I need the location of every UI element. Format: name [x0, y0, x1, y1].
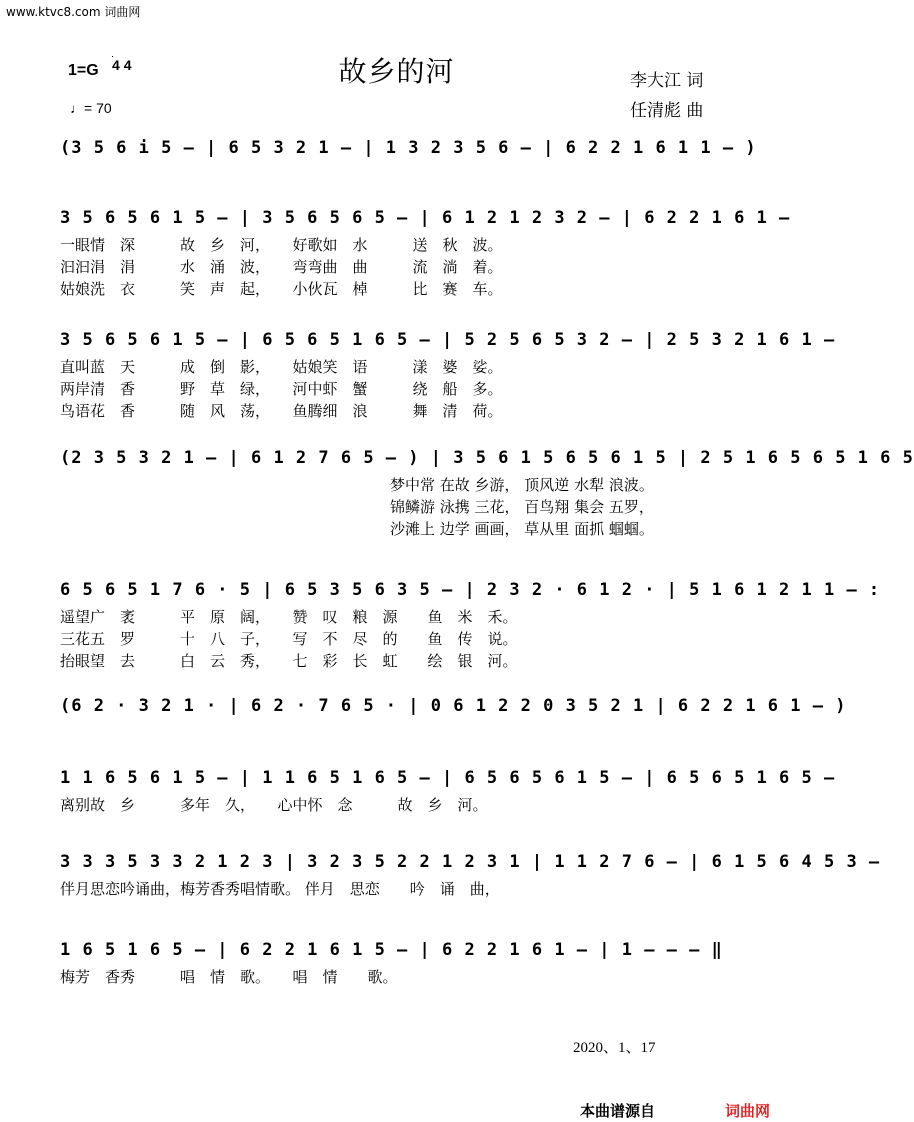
lyric-line: 锦鳞游 泳携 三花， 百鸟翔 集会 五罗，: [390, 498, 654, 516]
notation-line: 3 5 6 5 6 1 5 – | 3 5 6 5 6 5 – | 6 1 2 1 2 3 2 – | 6 2 2 1 6 1 –: [60, 208, 791, 228]
date-stamp: 2020、1、17: [573, 1040, 656, 1056]
tempo-marking: ♩= 70: [70, 100, 112, 116]
lyric-line: 梅芳 香秀 唱 情 歌。 唱 情 歌。: [60, 968, 398, 986]
lyric-line: 离别故 乡 多年 久， 心中怀 念 故 乡 河。: [60, 796, 488, 814]
lyric-line: 直叫蓝 天 成 倒 影， 姑娘笑 语 漾 婆 娑。: [60, 358, 503, 376]
notation-line: (6 2 · 3 2 1 · | 6 2 · 7 6 5 · | 0 6 1 2 2 0 3 5 2 1 | 6 2 2 1 6 1 – ): [60, 696, 847, 716]
song-title: 故乡的河: [338, 55, 455, 88]
lyric-line: 沙滩上 边学 画画， 草从里 面抓 蝈蝈。: [390, 520, 654, 538]
lyric-line: 鸟语花 香 随 风 荡， 鱼腾细 浪 舞 清 荷。: [60, 402, 503, 420]
lyric-line: 姑娘洗 衣 笑 声 起， 小伙瓦 棹 比 赛 车。: [60, 280, 503, 298]
meter-top: 4: [112, 57, 120, 73]
notation-line: 1 6 5 1 6 5 – | 6 2 2 1 6 1 5 – | 6 2 2 1 6 1 – | 1 – – – ‖: [60, 940, 723, 960]
lyricist-credit: 李大江 词: [630, 71, 704, 91]
lyric-line: 抬眼望 去 白 云 秀， 七 彩 长 虹 绘 银 河。: [60, 652, 518, 670]
lyric-line: 伴月思恋吟诵曲，梅芳香秀唱情歌。 伴月 思恋 吟 诵 曲，: [60, 880, 500, 898]
lyric-line: 两岸清 香 野 草 绿， 河中虾 蟹 绕 船 多。: [60, 380, 503, 398]
notation-line: (2 3 5 3 2 1 – | 6 1 2 7 6 5 – ) | 3 5 6 1 5 6 5 6 1 5 | 2 5 1 6 5 6 5 1 6 5: [60, 448, 914, 468]
meter-bottom: 4: [123, 57, 132, 73]
key-signature: 1=G: [68, 62, 99, 79]
source-note: 本曲谱源自: [580, 1102, 656, 1120]
notation-line: 6 5 6 5 1 7 6 · 5 | 6 5 3 5 6 3 5 – | 2 3 2 · 6 1 2 · | 5 1 6 1 2 1 1 – :: [60, 580, 881, 600]
site-watermark: www.ktvc8.com 词曲网: [6, 5, 141, 19]
lyric-line: 三花五 罗 十 八 子， 写 不 尽 的 鱼 传 说。: [60, 630, 518, 648]
notation-line: 3 5 6 5 6 1 5 – | 6 5 6 5 1 6 5 – | 5 2 5 6 5 3 2 – | 2 5 3 2 1 6 1 –: [60, 330, 836, 350]
notation-line: (3 5 6 i 5 – | 6 5 3 2 1 – | 1 3 2 3 5 6 – | 6 2 2 1 6 1 1 – ): [60, 138, 757, 158]
lyric-line: 遥望广 袤 平 原 阔， 赞 叹 粮 源 鱼 米 禾。: [60, 608, 518, 626]
lyric-line: 一眼情 深 故 乡 河， 好歌如 水 送 秋 波。: [60, 236, 503, 254]
notation-line: 3 3 3 5 3 3 2 1 2 3 | 3 2 3 5 2 2 1 2 3 1 | 1 1 2 7 6 – | 6 1 5 6 4 5 3 –: [60, 852, 881, 872]
time-signature: [112, 57, 132, 73]
source-site-link[interactable]: 词曲网: [725, 1102, 771, 1120]
composer-credit: 任清彪 曲: [630, 101, 704, 121]
lyric-line: 汩汩涓 涓 水 涌 波， 弯弯曲 曲 流 淌 着。: [60, 258, 503, 276]
notation-line: 1 1 6 5 6 1 5 – | 1 1 6 5 1 6 5 – | 6 5 6 5 6 1 5 – | 6 5 6 5 1 6 5 –: [60, 768, 836, 788]
lyric-line: 梦中常 在故 乡游， 顶风逆 水犁 浪波。: [390, 476, 654, 494]
